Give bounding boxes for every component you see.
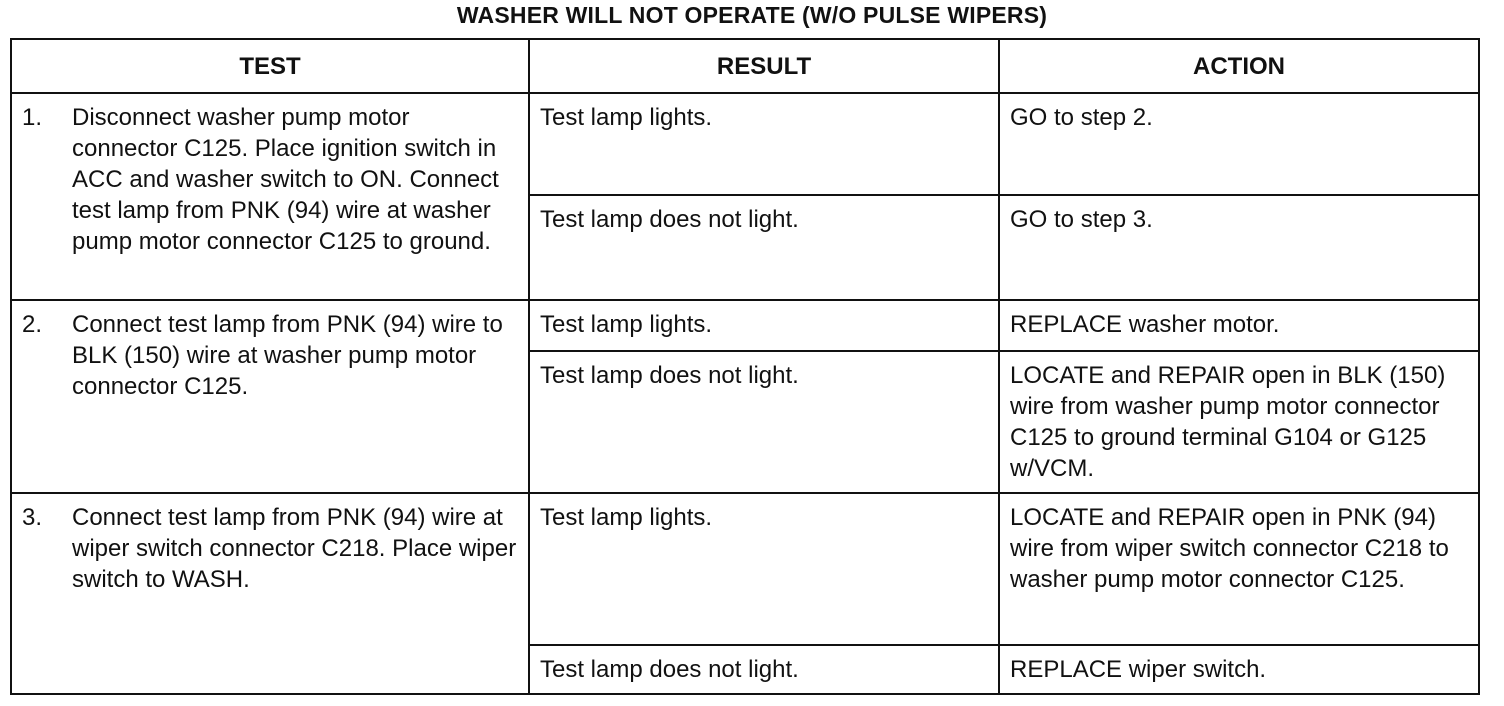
test-description: Connect test lamp from PNK (94) wire at wiper switch connector C218. Place wiper switch to WASH.	[72, 504, 517, 593]
step-number: 1.	[22, 104, 43, 131]
header-row	[11, 39, 1479, 93]
page-title: WASHER WILL NOT OPERATE (W/O PULSE WIPERS)	[456, 2, 1048, 28]
table-row	[11, 493, 1479, 645]
column-header-action: ACTION	[999, 39, 1479, 93]
result-cell: Test lamp lights.	[529, 493, 999, 645]
table-row	[11, 93, 1479, 195]
column-header-result: RESULT	[529, 39, 999, 93]
test-cell-step-1	[11, 93, 529, 300]
step-number: 2.	[22, 311, 43, 338]
result-cell: Test lamp lights.	[529, 300, 999, 351]
action-cell: REPLACE washer motor.	[999, 300, 1479, 351]
step-number: 3.	[22, 504, 43, 531]
diagnostic-table	[10, 38, 1480, 695]
action-cell: GO to step 2.	[999, 93, 1479, 195]
table-row	[11, 300, 1479, 351]
result-cell: Test lamp does not light.	[529, 195, 999, 300]
action-cell: LOCATE and REPAIR open in BLK (150) wire from washer pump motor connector C125 to ground terminal G104 or G125 w/VCM.	[999, 351, 1479, 493]
action-cell: REPLACE wiper switch.	[999, 645, 1479, 694]
result-cell: Test lamp does not light.	[529, 645, 999, 694]
test-cell-step-2	[11, 300, 529, 493]
test-description: Connect test lamp from PNK (94) wire to BLK (150) wire at washer pump motor connector C125.	[72, 311, 503, 400]
column-header-test: TEST	[11, 39, 529, 93]
result-cell: Test lamp does not light.	[529, 351, 999, 493]
result-cell: Test lamp lights.	[529, 93, 999, 195]
test-description: Disconnect washer pump motor connector C125. Place ignition switch in ACC and washer switch to ON. Connect test lamp from PNK (94) wire at washer pump motor connector C125 to ground.	[72, 104, 499, 255]
action-cell: GO to step 3.	[999, 195, 1479, 300]
test-cell-step-3	[11, 493, 529, 694]
action-cell: LOCATE and REPAIR open in PNK (94) wire from wiper switch connector C218 to washer pump motor connector C125.	[999, 493, 1479, 645]
